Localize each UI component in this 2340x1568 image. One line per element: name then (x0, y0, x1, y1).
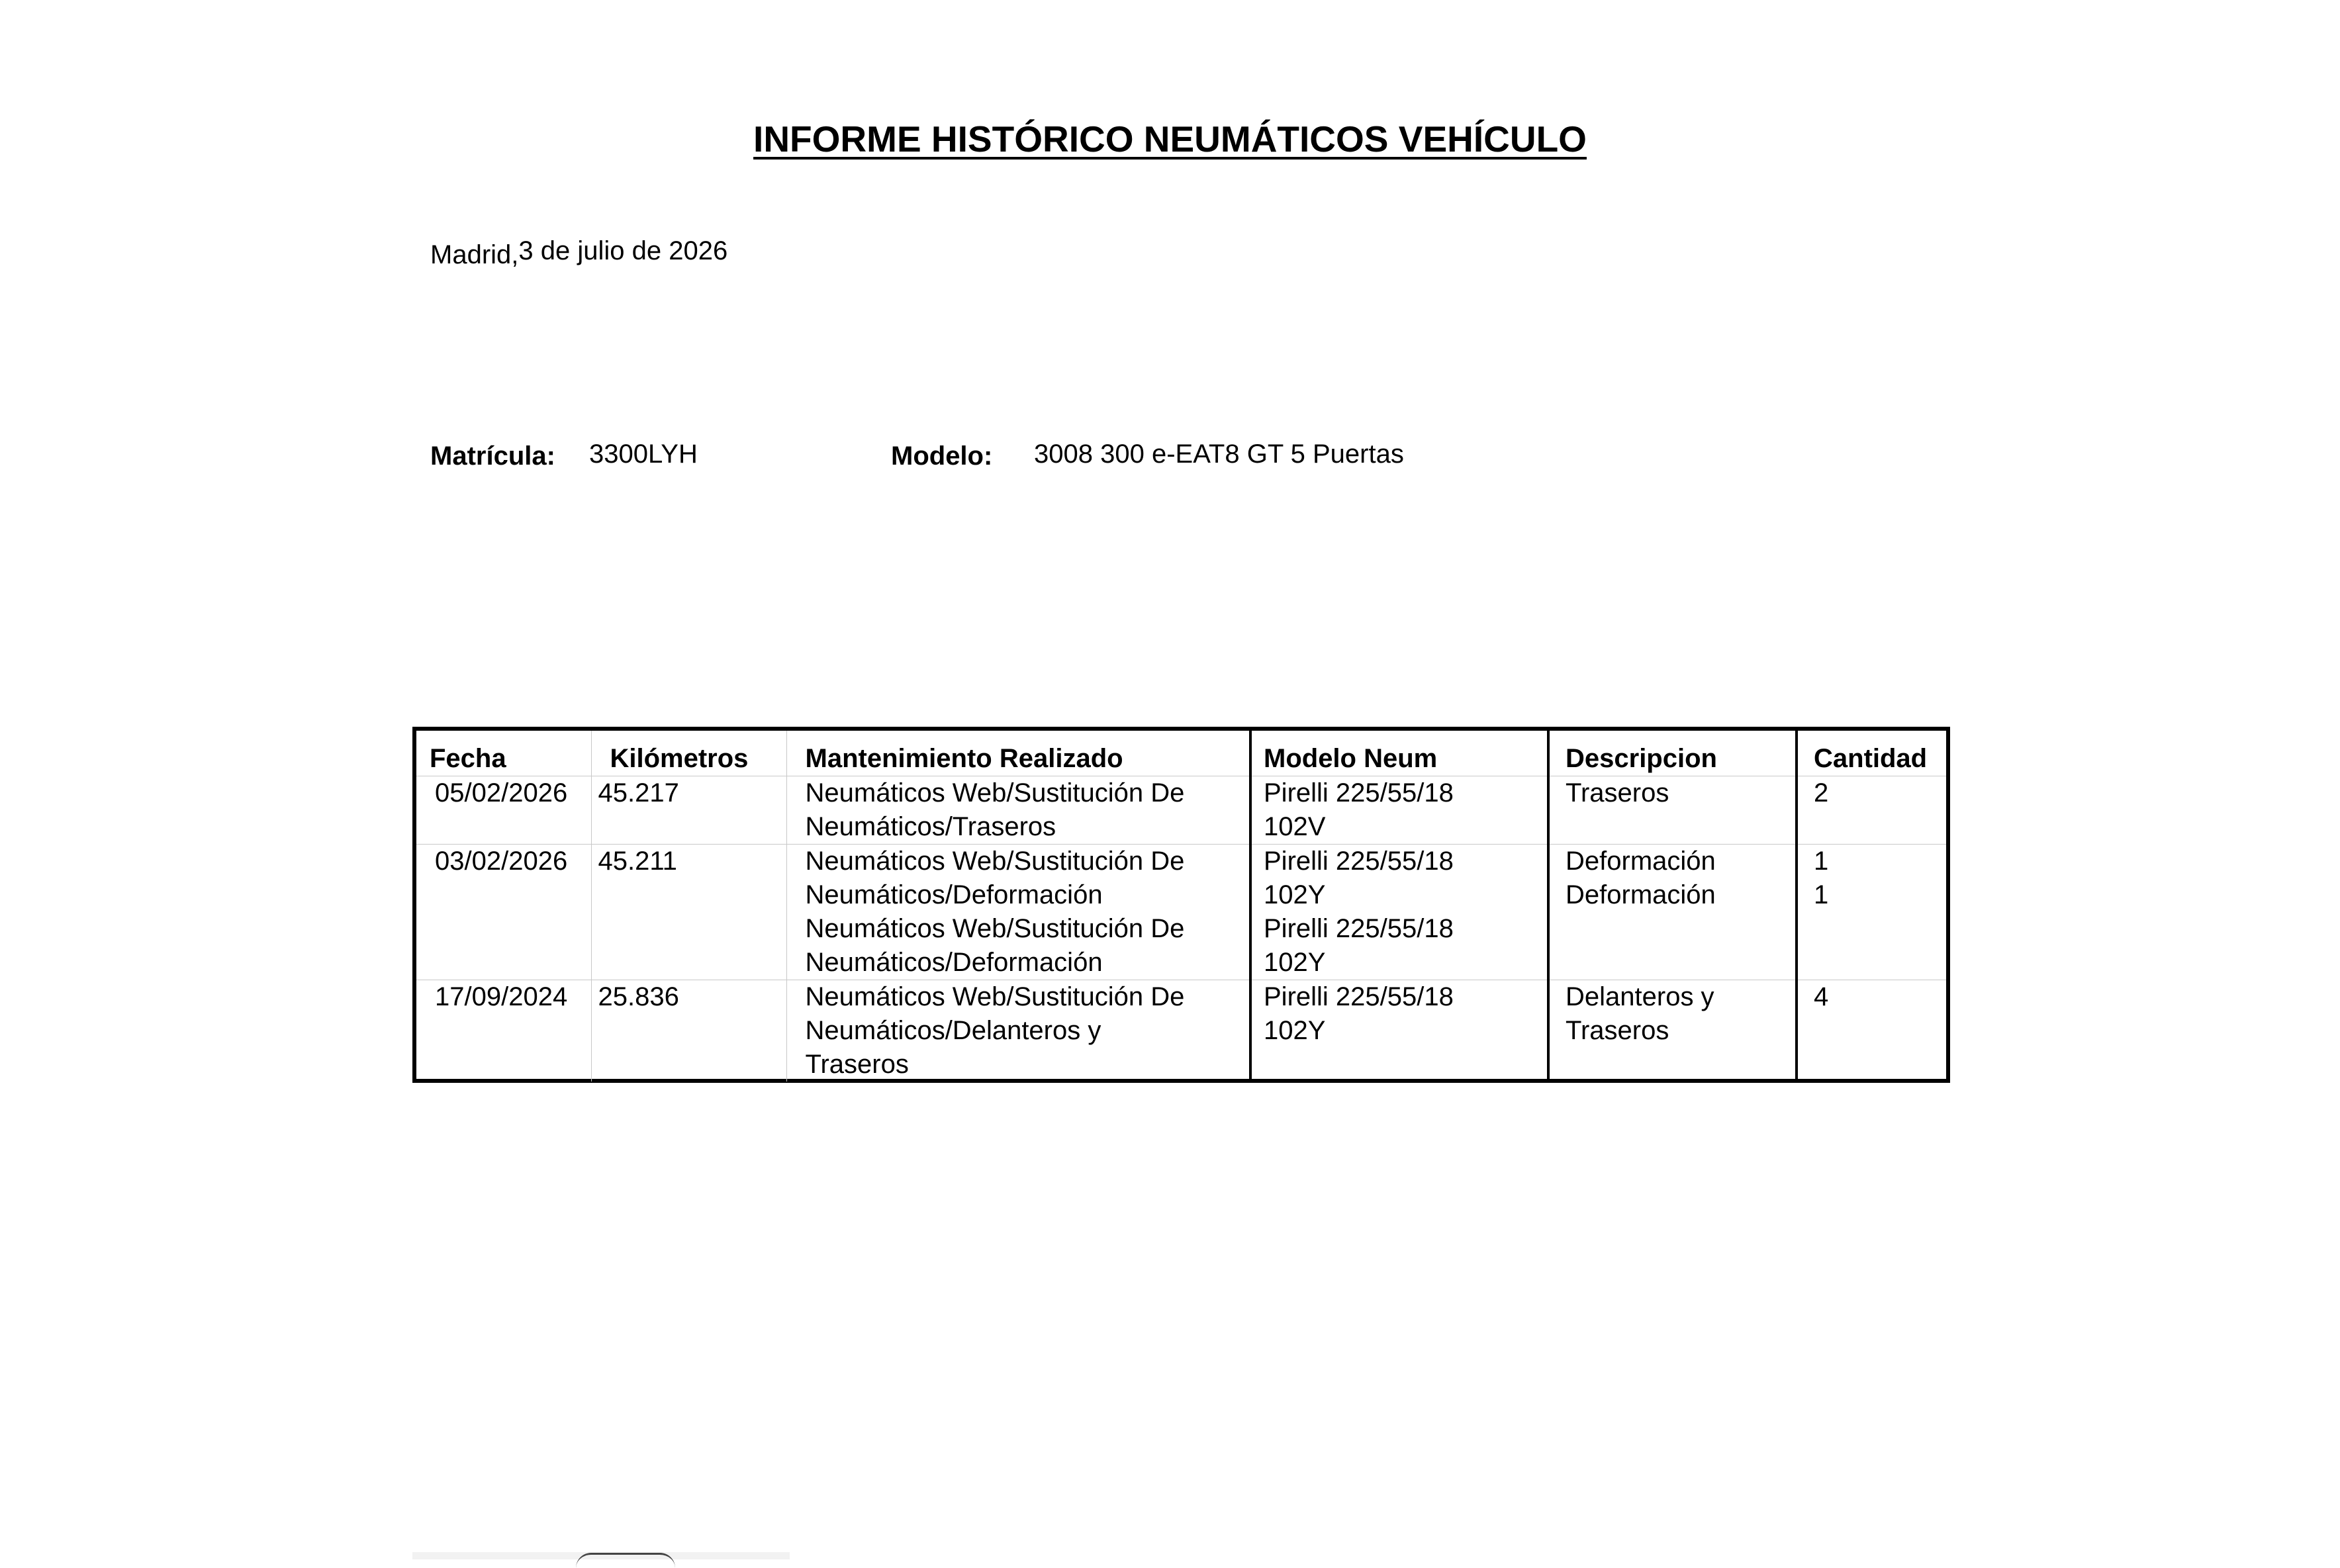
seal-stamp-icon (576, 1553, 675, 1568)
cell-line: Pirelli 225/55/18 (1264, 982, 1454, 1011)
cell-line: Traseros (1566, 1016, 1669, 1045)
cell-kilometros: 45.217 (591, 776, 786, 845)
cell-cantidad (1797, 845, 1946, 980)
cell-line: 102V (1264, 812, 1326, 841)
table-header-row (416, 731, 1946, 776)
model-label: Modelo: (891, 441, 993, 471)
cell-line: Pirelli 225/55/18 (1264, 778, 1454, 807)
cell-modelo-neum (1250, 980, 1548, 1082)
cell-line: Delanteros y (1566, 982, 1714, 1011)
cell-line: Neumáticos Web/Sustitución De (805, 914, 1185, 943)
tire-history-table (412, 727, 1950, 1083)
cell-line: 102Y (1264, 948, 1326, 977)
cell-line: Pirelli 225/55/18 (1264, 914, 1454, 943)
cell-line: 4 (1814, 982, 1829, 1011)
cell-line: 1 (1814, 847, 1829, 876)
header-descripcion: Descripcion (1548, 731, 1797, 776)
cell-line: Neumáticos/Delanteros y (805, 1016, 1101, 1045)
cell-fecha: 05/02/2026 (416, 776, 591, 845)
cell-line: Neumáticos Web/Sustitución De (805, 847, 1185, 876)
city-label: Madrid, (430, 240, 519, 269)
table-row (416, 980, 1946, 1082)
cell-mantenimiento (786, 980, 1250, 1082)
cell-descripcion (1548, 845, 1797, 980)
cell-descripcion (1548, 776, 1797, 845)
cell-line: Traseros (805, 1050, 909, 1079)
cell-cantidad (1797, 776, 1946, 845)
cell-line: Deformación (1566, 847, 1716, 876)
history-table-grid (416, 731, 1946, 1082)
cell-mantenimiento (786, 845, 1250, 980)
cell-kilometros: 45.211 (591, 845, 786, 980)
table-row (416, 845, 1946, 980)
cell-line: Deformación (1566, 880, 1716, 909)
cell-line: Pirelli 225/55/18 (1264, 847, 1454, 876)
cell-descripcion (1548, 980, 1797, 1082)
model-value: 3008 300 e-EAT8 GT 5 Puertas (1034, 439, 1404, 469)
plate-value: 3300LYH (589, 439, 698, 469)
header-mantenimiento: Mantenimiento Realizado (786, 731, 1250, 776)
cell-line: Neumáticos Web/Sustitución De (805, 778, 1185, 807)
document-title: INFORME HISTÓRICO NEUMÁTICOS VEHÍCULO (753, 118, 1587, 160)
dateline (430, 236, 728, 269)
cell-mantenimiento (786, 776, 1250, 845)
cell-line: Neumáticos Web/Sustitución De (805, 982, 1185, 1011)
header-modelo-neum: Modelo Neum (1250, 731, 1548, 776)
header-fecha: Fecha (416, 731, 591, 776)
cell-modelo-neum (1250, 776, 1548, 845)
header-kilometros: Kilómetros (591, 731, 786, 776)
plate-label: Matrícula: (430, 441, 555, 471)
cell-kilometros: 25.836 (591, 980, 786, 1082)
cell-line: Neumáticos/Deformación (805, 948, 1103, 977)
table-row (416, 776, 1946, 845)
cell-modelo-neum (1250, 845, 1548, 980)
cell-line: Neumáticos/Traseros (805, 812, 1056, 841)
cell-line: 1 (1814, 880, 1829, 909)
cell-cantidad (1797, 980, 1946, 1082)
cell-fecha: 17/09/2024 (416, 980, 591, 1082)
cell-line: 102Y (1264, 1016, 1326, 1045)
cell-fecha: 03/02/2026 (416, 845, 591, 980)
cell-line: 102Y (1264, 880, 1326, 909)
header-cantidad: Cantidad (1797, 731, 1946, 776)
cell-line: 2 (1814, 778, 1829, 807)
report-date: 3 de julio de 2026 (518, 236, 728, 265)
cell-line: Neumáticos/Deformación (805, 880, 1103, 909)
cell-line: Traseros (1566, 778, 1669, 807)
